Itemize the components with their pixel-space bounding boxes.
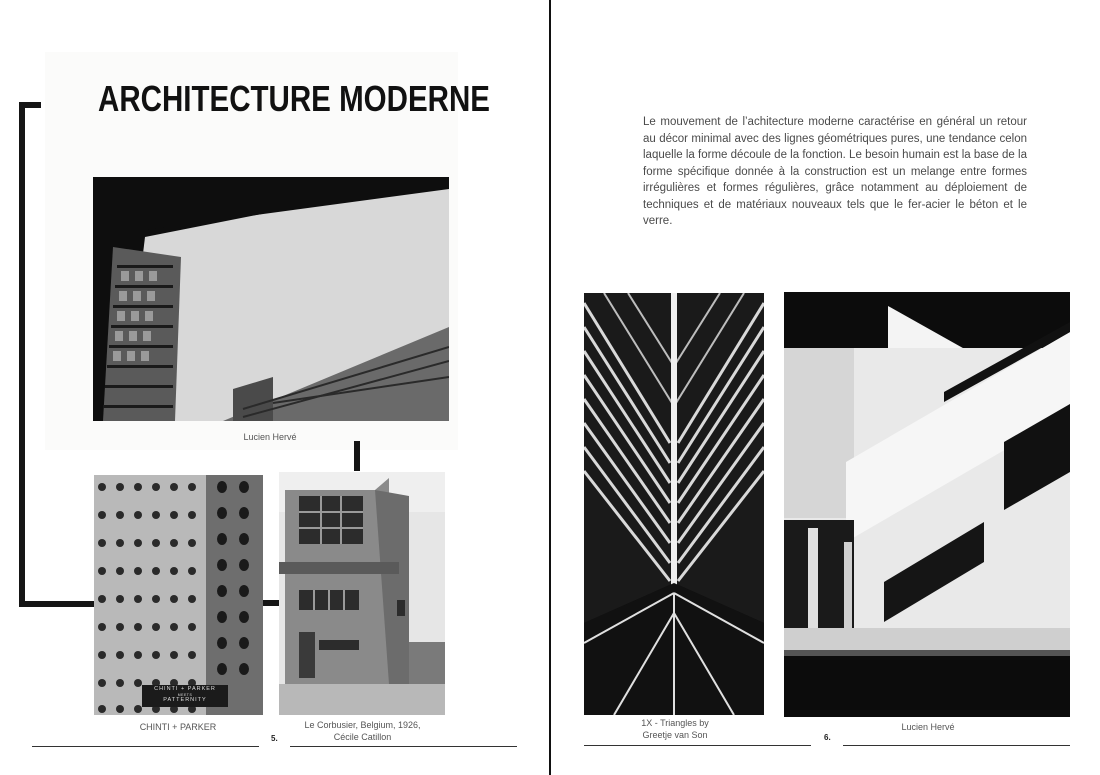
caption-chinti-parker: CHINTI + PARKER bbox=[139, 722, 217, 732]
caption-corbusier bbox=[285, 719, 440, 743]
page-title: ARCHITECTURE MODERNE bbox=[98, 78, 490, 119]
page-number-left: 5. bbox=[271, 734, 278, 743]
page-spine bbox=[549, 0, 551, 775]
photo-perforated-tower bbox=[94, 475, 263, 715]
caption-lucien-herve-right: Lucien Hervé bbox=[901, 722, 955, 732]
intro-paragraph: Le mouvement de l’achitecture moderne caractérise en général un retour au décor minimal avec des lignes géométriques pures, une tendance celon laquelle la forme découle de la fonction. Le besoin humain est la base de la forme spécifique donnée à la construction est un melange entre formes irrégulières et formes régulières, grâce notamment au déploiement de techniques et de matériaux nouveaux tels que le fer-acier le béton et le verre. bbox=[643, 116, 1027, 227]
tag-line-2: PATTERNITY bbox=[163, 697, 207, 703]
caption-corbusier-line-1: Le Corbusier, Belgium, 1926, bbox=[304, 720, 421, 730]
chinti-parker-label bbox=[142, 685, 228, 707]
page-number-right: 6. bbox=[824, 733, 831, 742]
bracket-left bbox=[19, 102, 25, 607]
footer-rule-left-1 bbox=[32, 746, 259, 747]
tag-line-1: CHINTI + PARKER bbox=[154, 686, 216, 692]
photo-building-sky bbox=[93, 177, 449, 421]
caption-triangles-line-1: 1X - Triangles by bbox=[641, 718, 709, 728]
bracket-stub-vertical bbox=[354, 441, 360, 471]
caption-triangles-line-2: Greetje van Son bbox=[642, 730, 708, 740]
photo-corbusier-house bbox=[279, 472, 445, 715]
tag-meets: MEETS bbox=[177, 693, 193, 697]
caption-corbusier-line-2: Cécile Catillon bbox=[333, 732, 392, 742]
bracket-stub-horizontal bbox=[262, 600, 280, 606]
photo-staircase-building bbox=[784, 292, 1070, 717]
footer-rule-left-2 bbox=[290, 746, 517, 747]
footer-rule-right-2 bbox=[843, 745, 1070, 746]
caption-lucien-herve-top: Lucien Hervé bbox=[243, 432, 297, 442]
photo-triangles bbox=[584, 293, 764, 715]
footer-rule-right-1 bbox=[584, 745, 811, 746]
bracket-bottom bbox=[19, 601, 95, 607]
caption-triangles bbox=[610, 717, 740, 741]
